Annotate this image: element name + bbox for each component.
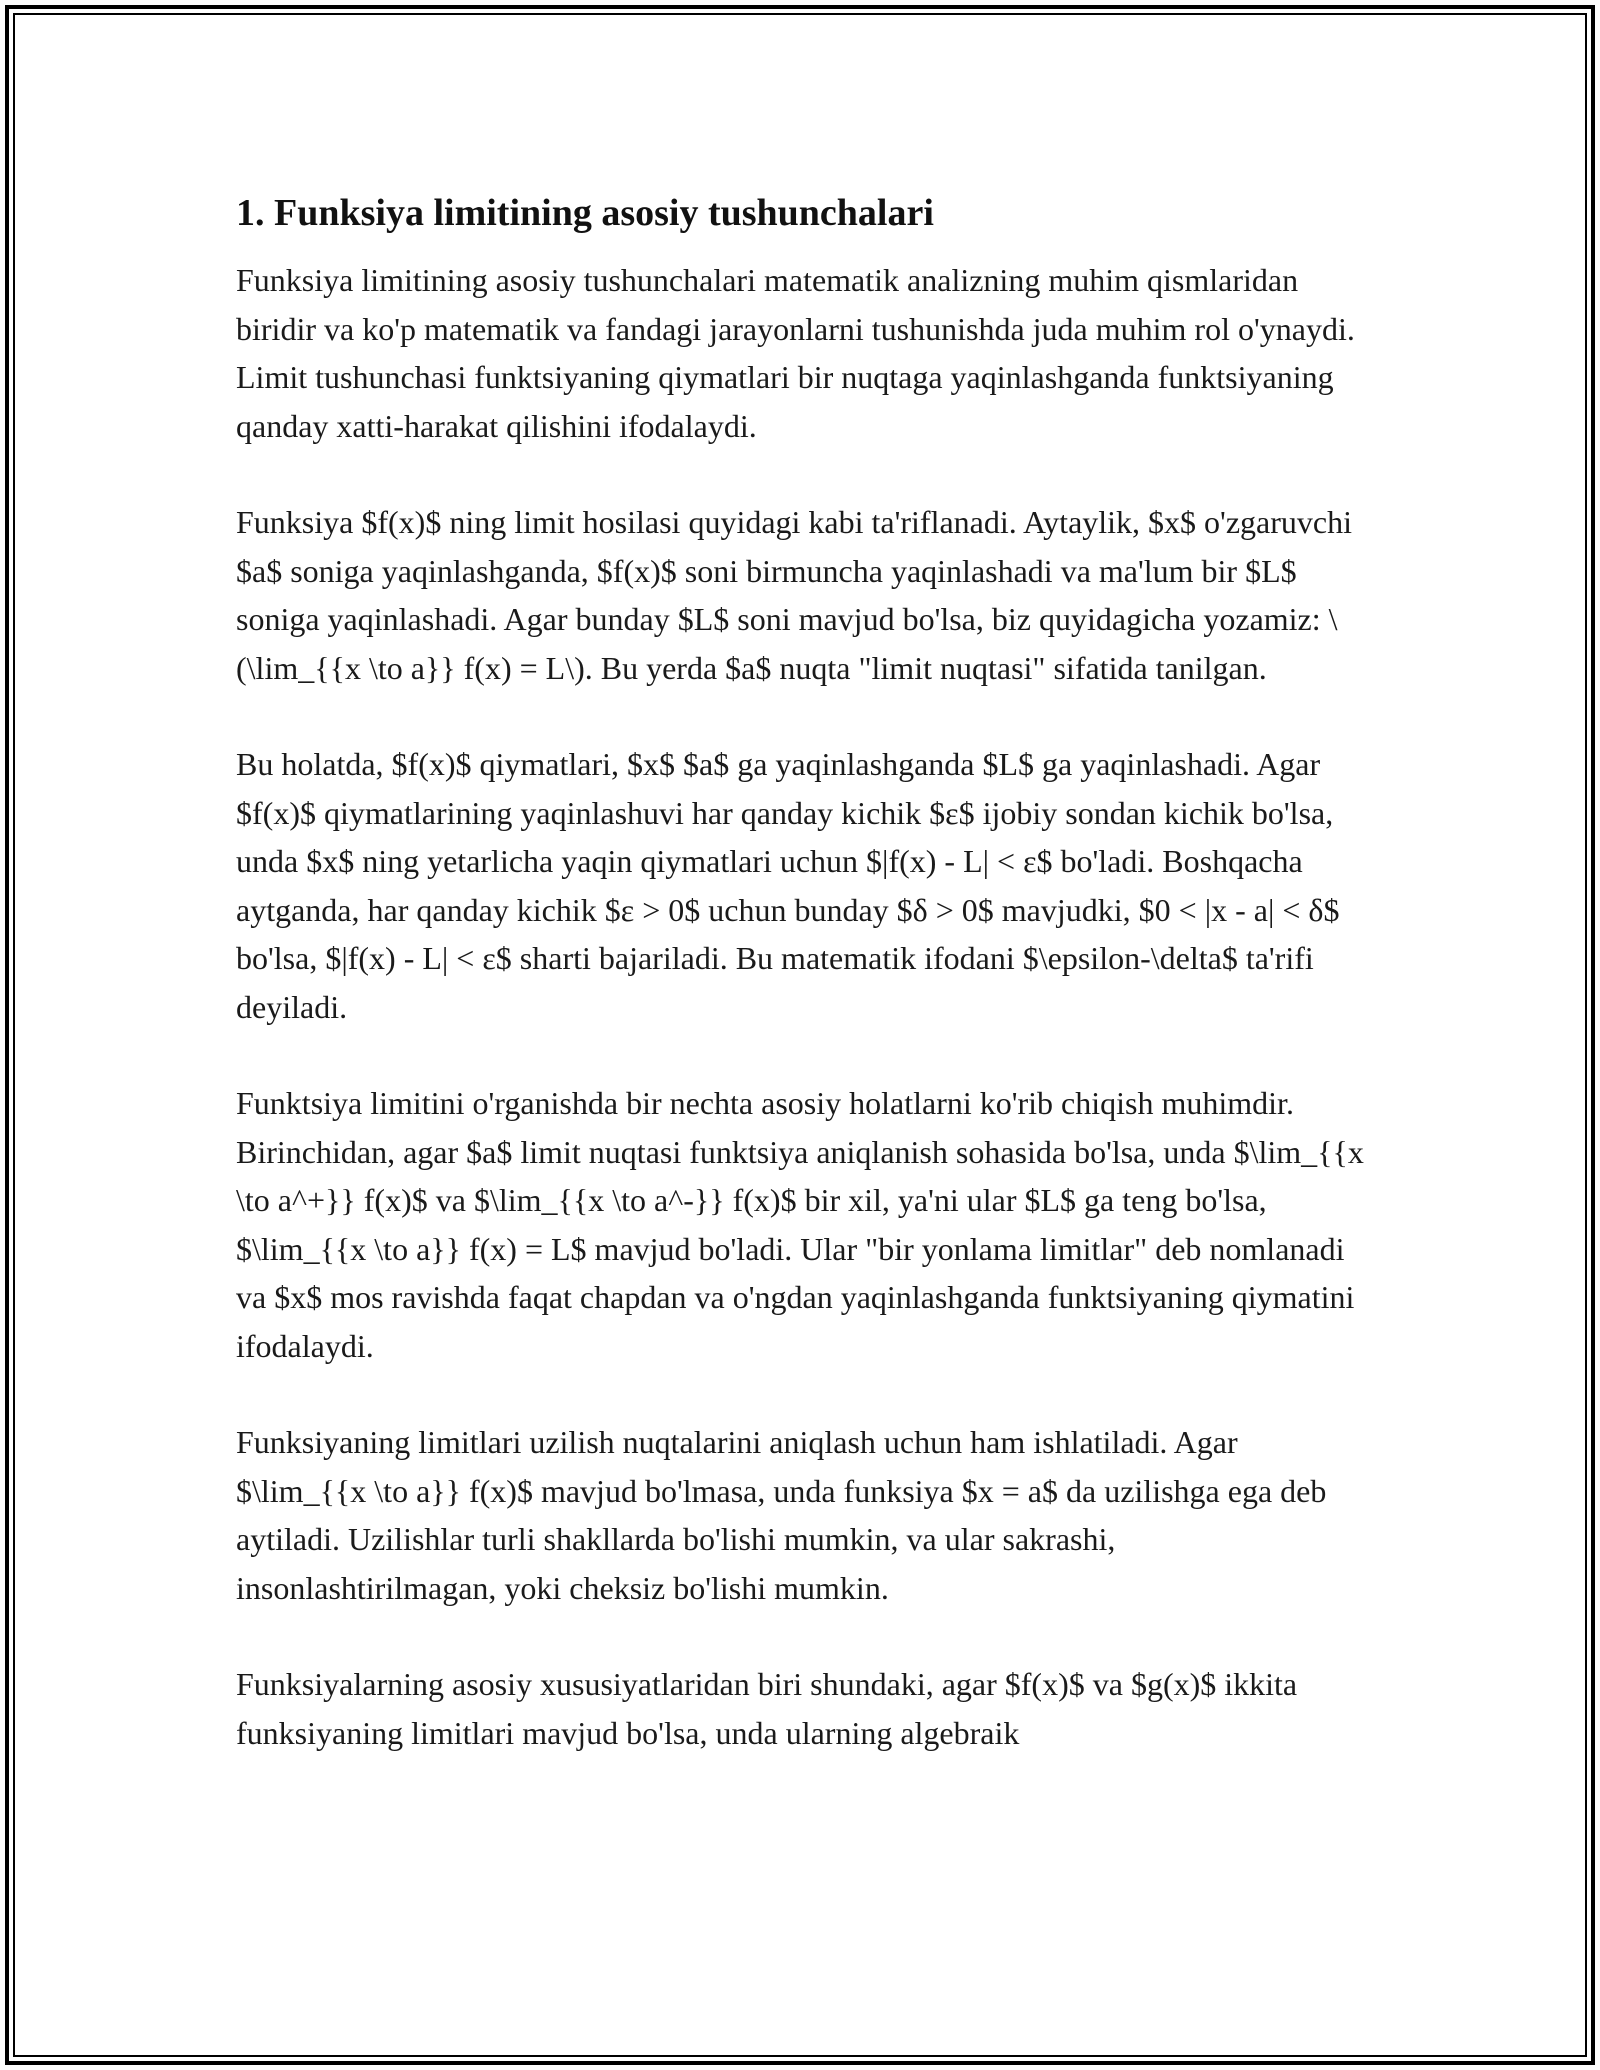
document-body: [236, 188, 1366, 1805]
paragraph-one-sided-limits: Funktsiya limitini o'rganishda bir nechta asosiy holatlarni ko'rib chiqish muhimdir. Birinchidan, agar $a$ limit nuqtasi funktsiya aniqlanish sohasida bo'lsa, unda $\lim_{{x \to a^+}} f(x)$ va $\lim_{{x \to a^-}} f(x)$ bir xil, ya'ni ular $L$ ga teng bo'lsa, $\lim_{{x \to a}} f(x) = L$ mavjud bo'ladi. Ular "bir yonlama limitlar" deb nomlanadi va $x$ mos ravishda faqat chapdan va o'ngdan yaqinlashganda funktsiyaning qiymatini ifodalaydi.: [236, 1085, 1364, 1364]
paragraph-algebraic-properties: Funksiyalarning asosiy xususiyatlaridan biri shundaki, agar $f(x)$ va $g(x)$ ikkita funksiyaning limitlari mavjud bo'lsa, unda ularning algebraik: [236, 1666, 1298, 1751]
paragraph-epsilon-delta: Bu holatda, $f(x)$ qiymatlari, $x$ $a$ ga yaqinlashganda $L$ ga yaqinlashadi. Agar $f(x)$ qiymatlarining yaqinlashuvi har qanday kichik $ε$ ijobiy sondan kichik bo'lsa, unda $x$ ning yetarlicha yaqin qiymatlari uchun $|f(x) - L| < ε$ bo'ladi. Boshqacha aytganda, har qanday kichik $ε > 0$ uchun bunday $δ > 0$ mavjudki, $0 < |x - a| < δ$ bo'lsa, $|f(x) - L| < ε$ sharti bajariladi. Bu matematik ifodani $\epsilon-\delta$ ta'rifi deyiladi.: [236, 746, 1340, 1025]
paragraph-limit-definition: Funksiya $f(x)$ ning limit hosilasi quyidagi kabi ta'riflanadi. Aytaylik, $x$ o'zgaruvchi $a$ soniga yaqinlashganda, $f(x)$ soni birmuncha yaqinlashadi va ma'lum bir $L$ soniga yaqinlashadi. Agar bunday $L$ soni mavjud bo'lsa, biz quyidagicha yozamiz: \(\lim_{{x \to a}} f(x) = L\). Bu yerda $a$ nuqta "limit nuqtasi" sifatida tanilgan.: [236, 504, 1352, 686]
paragraph-intro: Funksiya limitining asosiy tushunchalari matematik analizning muhim qismlaridan biridir va ko'p matematik va fandagi jarayonlarni tushunishda juda muhim rol o'ynaydi. Limit tushunchasi funktsiyaning qiymatlari bir nuqtaga yaqinlashganda funktsiyaning qanday xatti-harakat qilishini ifodalaydi.: [236, 262, 1355, 444]
section-heading: 1. Funksiya limitining asosiy tushunchalari: [236, 192, 934, 234]
paragraph-discontinuity: Funksiyaning limitlari uzilish nuqtalarini aniqlash uchun ham ishlatiladi. Agar $\lim_{{x \to a}} f(x)$ mavjud bo'lmasa, unda funksiya $x = a$ da uzilishga ega deb aytiladi. Uzilishlar turli shakllarda bo'lishi mumkin, va ular sakrashi, insonlashtirilmagan, yoki cheksiz bo'lishi mumkin.: [236, 1424, 1327, 1606]
